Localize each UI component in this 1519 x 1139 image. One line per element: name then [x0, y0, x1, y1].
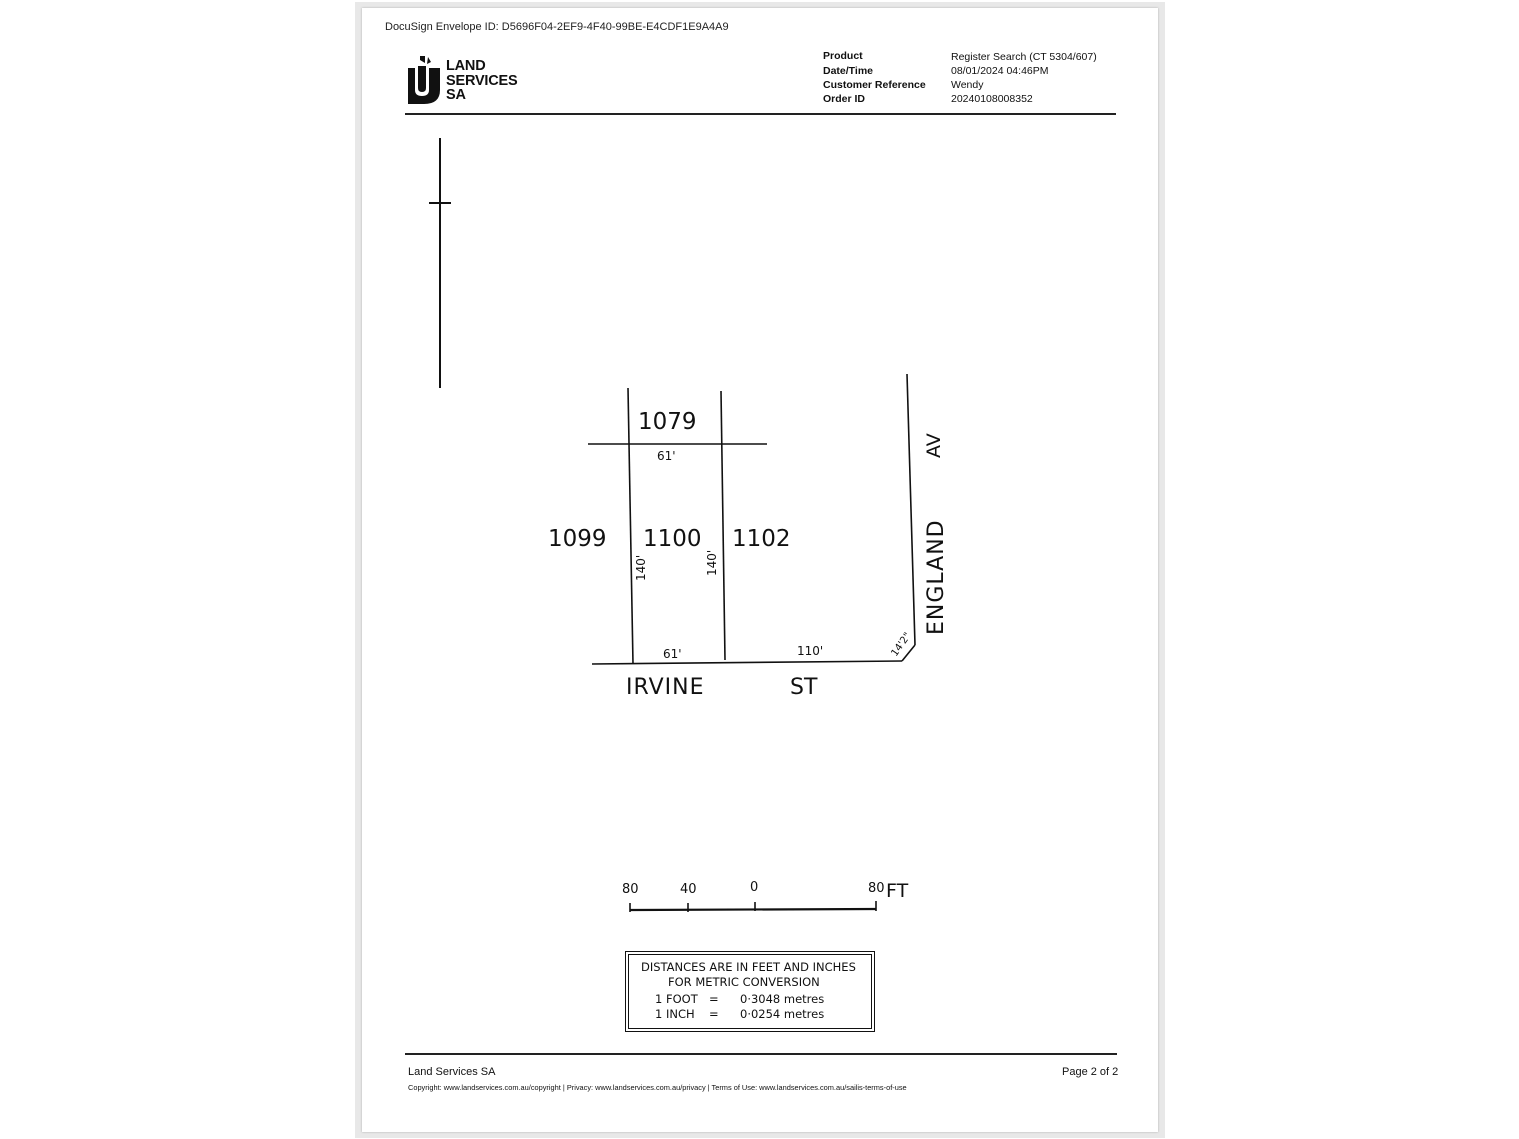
dimension-bottom-frontage: 61': [663, 647, 682, 661]
logo-line-land: LAND: [446, 58, 486, 74]
conversion-foot-unit: 1 FOOT: [655, 992, 698, 1006]
boundary-line-right: [721, 391, 725, 660]
street-name-irvine: IRVINE: [626, 675, 705, 700]
order-id-value: 20240108008352: [951, 93, 1033, 105]
footer-rule: [405, 1053, 1117, 1055]
product-value: Register Search (CT 5304/607): [951, 51, 1097, 63]
customer-reference-label: Customer Reference: [823, 79, 926, 91]
allotment-1099: 1099: [548, 526, 607, 552]
conversion-inch-equals: =: [709, 1007, 719, 1021]
datetime-label: Date/Time: [823, 65, 873, 77]
conversion-foot-value: 0·3048 metres: [740, 992, 825, 1006]
dimension-left-side: 140': [634, 554, 648, 581]
dimension-right-side: 140': [705, 549, 719, 576]
metric-conversion-box: [628, 954, 872, 1029]
conversion-heading-line1: DISTANCES ARE IN FEET AND INCHES: [641, 960, 856, 974]
scale-bar: [630, 909, 876, 910]
conversion-heading-line2: FOR METRIC CONVERSION: [668, 975, 820, 989]
datetime-value: 08/01/2024 04:46PM: [951, 65, 1049, 77]
street-name-england: ENGLAND: [924, 519, 949, 635]
document-page: [362, 8, 1158, 1132]
allotment-1079: 1079: [638, 409, 697, 435]
scale-label-40: 40: [680, 882, 697, 897]
conversion-inch-value: 0·0254 metres: [740, 1007, 825, 1021]
england-avenue-alignment: [907, 374, 915, 645]
dimension-corner-cut: 14'2": [889, 630, 914, 659]
dimension-top-frontage: 61': [657, 449, 676, 463]
street-type-av: AV: [923, 433, 945, 458]
logo-line-services: SERVICES: [446, 72, 518, 89]
scale-unit: FT: [886, 880, 909, 902]
allotment-1100: 1100: [643, 526, 702, 552]
street-type-st: ST: [790, 675, 818, 700]
footer-legal-links: Copyright: www.landservices.com.au/copyright | Privacy: www.landservices.com.au/privacy | Terms of Use: www.landservices.com.au/sailis-terms-of-use: [408, 1083, 907, 1092]
irvine-street-alignment: [592, 661, 902, 664]
conversion-inch-unit: 1 INCH: [655, 1007, 695, 1021]
boundary-line-left: [628, 388, 633, 664]
scale-label-80-right: 80: [868, 881, 885, 896]
conversion-foot-equals: =: [709, 992, 719, 1006]
dimension-street-segment: 110': [797, 644, 824, 658]
envelope-id: DocuSign Envelope ID: D5696F04-2EF9-4F40-99BE-E4CDF1E9A4A9: [385, 21, 729, 33]
logo-line-sa: SA: [446, 87, 466, 103]
scale-label-80-left: 80: [622, 882, 639, 897]
customer-reference-value: Wendy: [951, 79, 984, 91]
product-label: Product: [823, 50, 863, 62]
order-id-label: Order ID: [823, 93, 866, 105]
scale-label-0: 0: [750, 880, 759, 895]
allotment-1102: 1102: [732, 526, 791, 552]
page-number: Page 2 of 2: [1062, 1066, 1119, 1078]
footer-organisation: Land Services SA: [408, 1066, 496, 1078]
